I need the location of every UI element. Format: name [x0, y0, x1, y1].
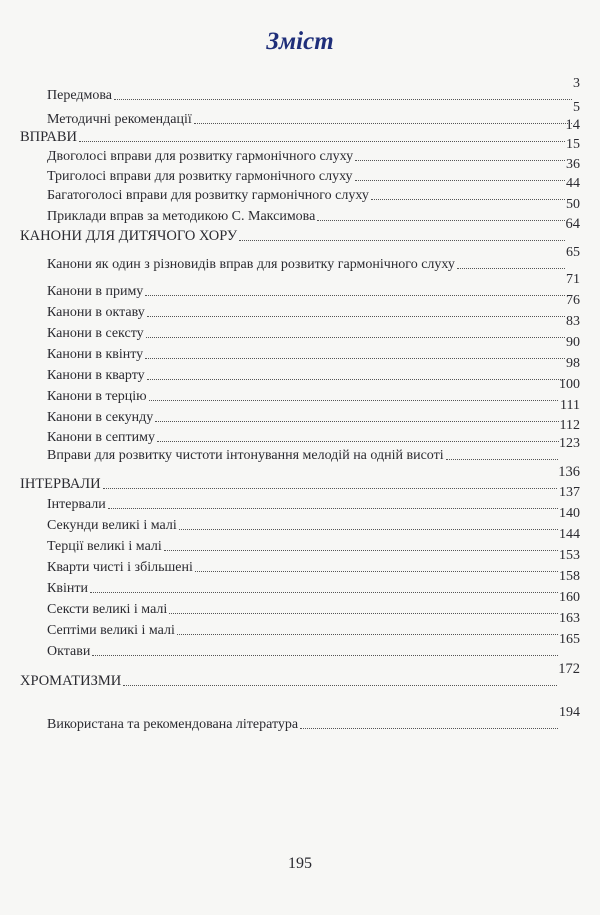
entry-page: 163 — [559, 611, 580, 626]
toc-entry — [47, 506, 580, 534]
toc-entry — [47, 272, 580, 300]
dot-leader — [157, 440, 559, 442]
dot-leader — [355, 179, 565, 181]
entry-title: Терції великі і малі — [47, 539, 162, 554]
entry-title: Двоголосі вправи для розвитку гармонічного слуху — [47, 149, 354, 164]
entry-title: Септіми великі і малі — [47, 623, 175, 638]
toc-entry — [47, 632, 580, 660]
entry-title: Триголосі вправи для розвитку гармонічного слуху — [47, 169, 353, 184]
dot-leader — [164, 549, 558, 551]
toc-entry — [47, 590, 580, 618]
entry-page: 36 — [566, 157, 580, 172]
entry-page: 137 — [559, 485, 580, 500]
entry-page: 90 — [566, 335, 580, 350]
entry-page: 140 — [559, 506, 580, 521]
toc-entry — [47, 705, 580, 733]
entry-page: 136 — [558, 464, 580, 480]
entry-page: 5 — [573, 100, 580, 115]
entry-page: 153 — [559, 548, 580, 563]
toc-entry — [47, 314, 580, 342]
toc-section-entry — [20, 661, 580, 690]
dot-leader — [147, 315, 565, 317]
dot-leader — [177, 633, 558, 635]
page-number: 195 — [288, 855, 312, 872]
entry-page: 165 — [559, 632, 580, 647]
entry-title: Використана та рекомендована література — [47, 717, 299, 732]
toc-entry — [47, 356, 580, 384]
dot-leader — [194, 122, 572, 124]
entry-page: 76 — [566, 293, 580, 308]
entry-page: 65 — [566, 245, 580, 260]
dot-leader — [371, 198, 565, 200]
entry-page: 15 — [566, 137, 580, 152]
entry-page: 100 — [559, 377, 580, 392]
entry-page: 194 — [559, 705, 580, 720]
page-title: Зміст — [266, 28, 334, 55]
dot-leader — [108, 507, 558, 509]
entry-title: Вправи для розвитку чистоти інтонування мелодій на одній висоті — [47, 448, 444, 463]
entry-page: 160 — [559, 590, 580, 605]
entry-page: 14 — [565, 117, 580, 133]
entry-title: Канони в квінту — [47, 347, 144, 362]
entry-page: 71 — [566, 272, 580, 287]
entry-title: ВПРАВИ — [20, 129, 77, 145]
entry-page: 123 — [559, 436, 580, 451]
entry-title: ІНТЕРВАЛИ — [20, 476, 101, 492]
dot-leader — [300, 727, 558, 729]
toc-entry — [47, 485, 580, 513]
entry-page: 83 — [566, 314, 580, 329]
entry-page: 158 — [559, 569, 580, 584]
entry-page: 50 — [566, 197, 580, 212]
entry-title: Октави — [47, 644, 91, 659]
toc-entry — [47, 527, 580, 555]
entry-title: Секунди великі і малі — [47, 518, 177, 533]
entry-page: 44 — [566, 176, 580, 191]
dot-leader — [103, 487, 558, 489]
entry-title: Канони в терцію — [47, 389, 147, 404]
dot-leader — [123, 684, 557, 686]
toc-section-entry — [20, 464, 580, 493]
dot-leader — [145, 357, 565, 359]
dot-leader — [457, 267, 565, 269]
dot-leader — [179, 528, 558, 530]
toc-entry — [47, 245, 580, 273]
entry-page: 111 — [560, 398, 580, 413]
entry-title: Квінти — [47, 581, 88, 596]
dot-leader — [446, 458, 558, 460]
toc-entry — [47, 76, 580, 104]
entry-title: Канони в приму — [47, 284, 144, 299]
dot-leader — [114, 98, 572, 100]
entry-title: Інтервали — [47, 497, 106, 512]
dot-leader — [317, 219, 565, 221]
entry-title: Багатоголосі вправи для розвитку гармонічного слуху — [47, 188, 369, 203]
entry-title: Канони в септиму — [47, 430, 156, 445]
dot-leader — [146, 336, 565, 338]
dot-leader — [147, 378, 565, 380]
dot-leader — [149, 399, 558, 401]
entry-page: 98 — [566, 356, 580, 371]
entry-title: Канони в секунду — [47, 410, 154, 425]
entry-title: Канони як один з різновидів вправ для розвитку гармонічного слуху — [47, 257, 455, 272]
entry-title: Сексти великі і малі — [47, 602, 168, 617]
dot-leader — [79, 140, 565, 142]
toc-entry — [47, 398, 580, 426]
entry-title: Кварти чисті і збільшені — [47, 560, 193, 575]
entry-page: 112 — [559, 418, 580, 433]
entry-title: Передмова — [47, 88, 112, 103]
dot-leader — [195, 570, 558, 572]
entry-page: 64 — [565, 216, 580, 232]
toc-entry — [47, 100, 580, 128]
toc-entry — [47, 611, 580, 639]
entry-title: Приклади вправ за методикою С. Максимова — [47, 209, 316, 224]
toc-entry — [47, 569, 580, 597]
toc-entry — [47, 548, 580, 576]
entry-title: ХРОМАТИЗМИ — [20, 673, 122, 689]
dot-leader — [239, 239, 564, 241]
toc-entry — [47, 293, 580, 321]
toc-entry — [47, 418, 580, 446]
toc-entry — [47, 335, 580, 363]
dot-leader — [145, 294, 565, 296]
toc-entry — [47, 157, 580, 185]
entry-page: 144 — [559, 527, 580, 542]
toc-entry — [47, 197, 580, 225]
dot-leader — [355, 159, 565, 161]
entry-page: 3 — [573, 76, 580, 91]
entry-title: Канони в сексту — [47, 326, 144, 341]
dot-leader — [169, 612, 558, 614]
entry-title: Методичні рекомендації — [47, 112, 192, 127]
dot-leader — [92, 654, 558, 656]
toc-entry — [47, 377, 580, 405]
toc-entry — [47, 137, 580, 165]
entry-title: КАНОНИ ДЛЯ ДИТЯЧОГО ХОРУ — [20, 228, 238, 244]
dot-leader — [155, 420, 559, 422]
entry-page: 172 — [558, 661, 580, 677]
dot-leader — [90, 591, 558, 593]
entry-title: Канони в октаву — [47, 305, 145, 320]
entry-title: Канони в кварту — [47, 368, 145, 383]
